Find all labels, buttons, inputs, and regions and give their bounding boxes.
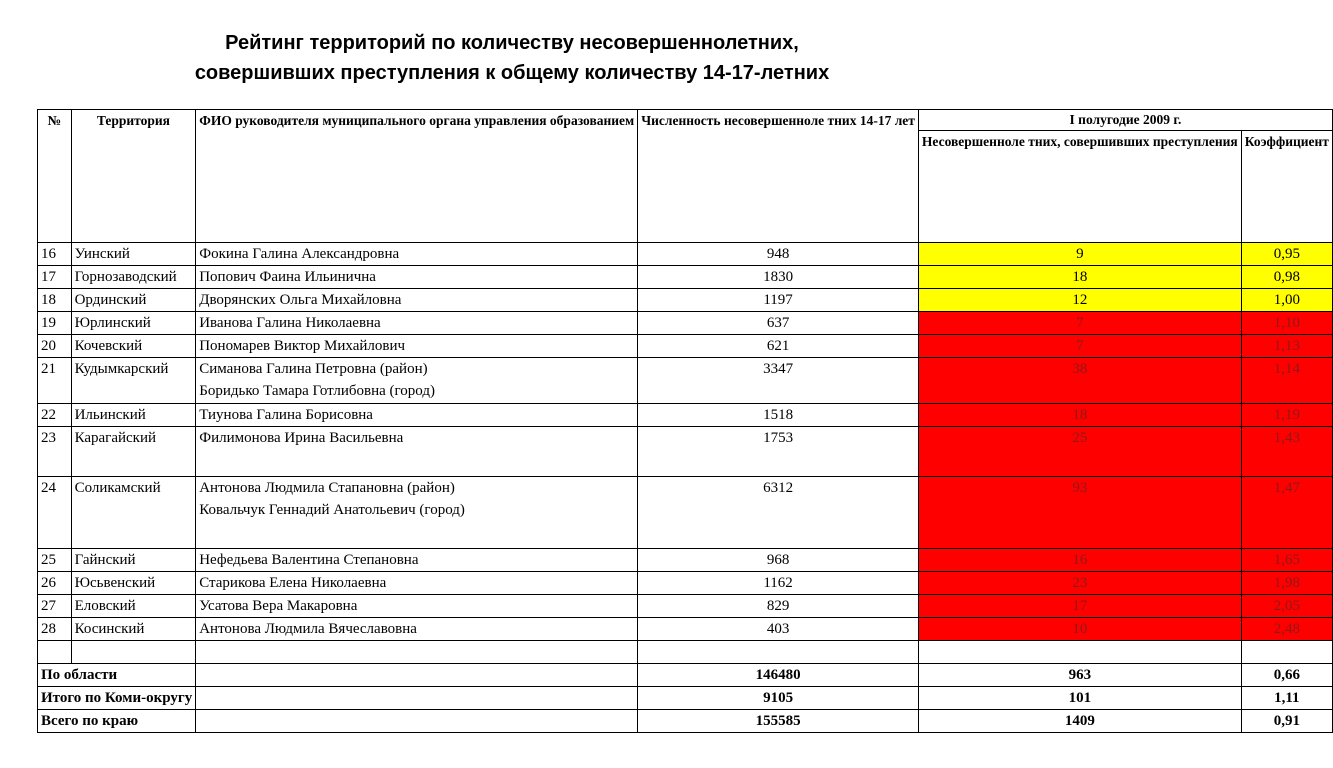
row-population: 829 xyxy=(638,595,919,618)
table-row xyxy=(38,477,1333,549)
row-coef: 1,98 xyxy=(1241,572,1332,595)
row-head-name xyxy=(196,358,638,404)
row-coef: 1,00 xyxy=(1241,289,1332,312)
row-coef: 0,95 xyxy=(1241,243,1332,266)
row-population: 1830 xyxy=(638,266,919,289)
totals-coef: 0,66 xyxy=(1241,664,1332,687)
head-name-line: Старикова Елена Николаевна xyxy=(199,575,387,591)
header-period: I полугодие 2009 г. xyxy=(918,110,1332,131)
empty-cell xyxy=(196,664,638,687)
row-crimes: 16 xyxy=(918,549,1241,572)
totals-row xyxy=(38,687,1333,710)
row-head-name xyxy=(196,427,638,477)
totals-row xyxy=(38,710,1333,733)
row-num: 21 xyxy=(38,358,72,404)
totals-row xyxy=(38,664,1333,687)
row-num: 19 xyxy=(38,312,72,335)
row-coef: 2,05 xyxy=(1241,595,1332,618)
totals-label: Всего по краю xyxy=(38,710,196,733)
totals-label: Итого по Коми-округу xyxy=(38,687,196,710)
row-num: 16 xyxy=(38,243,72,266)
head-name-line: Усатова Вера Макаровна xyxy=(199,598,358,614)
row-coef: 1,14 xyxy=(1241,358,1332,404)
row-population: 948 xyxy=(638,243,919,266)
row-territory: Еловский xyxy=(71,595,196,618)
totals-crimes: 101 xyxy=(918,687,1241,710)
totals-population: 9105 xyxy=(638,687,919,710)
row-crimes: 12 xyxy=(918,289,1241,312)
row-territory: Соликамский xyxy=(71,477,196,549)
row-crimes: 38 xyxy=(918,358,1241,404)
row-territory: Кочевский xyxy=(71,335,196,358)
empty-cell xyxy=(1241,641,1332,664)
row-crimes: 7 xyxy=(918,335,1241,358)
row-coef: 1,13 xyxy=(1241,335,1332,358)
rating-table xyxy=(37,109,1333,733)
header-crimes: Несовершенноле тних, совершивших преступления xyxy=(918,131,1241,243)
row-num: 24 xyxy=(38,477,72,549)
row-coef: 1,65 xyxy=(1241,549,1332,572)
row-population: 3347 xyxy=(638,358,919,404)
row-population: 1197 xyxy=(638,289,919,312)
row-population: 6312 xyxy=(638,477,919,549)
totals-crimes: 963 xyxy=(918,664,1241,687)
row-head-name xyxy=(196,404,638,427)
row-population: 403 xyxy=(638,618,919,641)
row-crimes: 9 xyxy=(918,243,1241,266)
row-territory: Косинский xyxy=(71,618,196,641)
row-head-name xyxy=(196,266,638,289)
empty-cell xyxy=(38,641,72,664)
head-name-line: Боридько Тамара Готлибовна (город) xyxy=(199,383,435,399)
row-num: 20 xyxy=(38,335,72,358)
head-name-line: Нефедьева Валентина Степановна xyxy=(199,552,419,568)
totals-coef: 0,91 xyxy=(1241,710,1332,733)
row-num: 22 xyxy=(38,404,72,427)
totals-population: 155585 xyxy=(638,710,919,733)
row-population: 1753 xyxy=(638,427,919,477)
table-row xyxy=(38,358,1333,404)
row-territory: Карагайский xyxy=(71,427,196,477)
row-num: 27 xyxy=(38,595,72,618)
head-name-line: Тиунова Галина Борисовна xyxy=(199,407,373,423)
title-line-1: Рейтинг территорий по количеству несовершеннолетних, xyxy=(225,32,799,54)
page-title xyxy=(0,28,1024,88)
empty-cell xyxy=(196,710,638,733)
row-crimes: 93 xyxy=(918,477,1241,549)
row-territory: Уинский xyxy=(71,243,196,266)
row-crimes: 7 xyxy=(918,312,1241,335)
table-row xyxy=(38,427,1333,477)
totals-crimes: 1409 xyxy=(918,710,1241,733)
row-head-name xyxy=(196,549,638,572)
table-row xyxy=(38,312,1333,335)
head-name-line: Антонова Людмила Вячеславовна xyxy=(199,621,417,637)
table-row xyxy=(38,549,1333,572)
row-num: 17 xyxy=(38,266,72,289)
table-row xyxy=(38,618,1333,641)
head-name-line: Антонова Людмила Стапановна (район) xyxy=(199,480,455,496)
row-head-name xyxy=(196,477,638,549)
row-coef: 1,43 xyxy=(1241,427,1332,477)
row-coef: 0,98 xyxy=(1241,266,1332,289)
row-crimes: 18 xyxy=(918,404,1241,427)
head-name-line: Филимонова Ирина Васильевна xyxy=(199,430,404,446)
row-population: 1518 xyxy=(638,404,919,427)
row-num: 18 xyxy=(38,289,72,312)
head-name-line: Пономарев Виктор Михайлович xyxy=(199,338,406,354)
totals-coef: 1,11 xyxy=(1241,687,1332,710)
header-row-1 xyxy=(38,110,1333,131)
title-line-2: совершивших преступления к общему количеству 14-17-летних xyxy=(194,62,830,84)
row-head-name xyxy=(196,572,638,595)
row-crimes: 18 xyxy=(918,266,1241,289)
table-row xyxy=(38,595,1333,618)
table-row xyxy=(38,572,1333,595)
row-population: 637 xyxy=(638,312,919,335)
empty-cell xyxy=(196,641,638,664)
row-num: 25 xyxy=(38,549,72,572)
totals-population: 146480 xyxy=(638,664,919,687)
row-head-name xyxy=(196,335,638,358)
row-population: 968 xyxy=(638,549,919,572)
head-name-line: Дворянских Ольга Михайловна xyxy=(199,292,402,308)
head-name-line: Симанова Галина Петровна (район) xyxy=(199,361,428,377)
row-num: 23 xyxy=(38,427,72,477)
row-territory: Юрлинский xyxy=(71,312,196,335)
empty-cell xyxy=(918,641,1241,664)
header-coef: Коэффициент xyxy=(1241,131,1332,243)
head-name-line: Ковальчук Геннадий Анатольевич (город) xyxy=(199,502,465,518)
row-head-name xyxy=(196,312,638,335)
header-num: № xyxy=(38,110,72,243)
row-territory: Горнозаводский xyxy=(71,266,196,289)
head-name-line: Иванова Галина Николаевна xyxy=(199,315,381,331)
head-name-line: Попович Фаина Ильинична xyxy=(199,269,376,285)
head-name-line: Фокина Галина Александровна xyxy=(199,246,400,262)
table-row xyxy=(38,266,1333,289)
row-territory: Юсьвенский xyxy=(71,572,196,595)
table-row xyxy=(38,243,1333,266)
row-head-name xyxy=(196,618,638,641)
spacer-row xyxy=(38,641,1333,664)
empty-cell xyxy=(638,641,919,664)
empty-cell xyxy=(196,687,638,710)
row-coef: 1,19 xyxy=(1241,404,1332,427)
row-territory: Гайнский xyxy=(71,549,196,572)
empty-cell xyxy=(71,641,196,664)
row-crimes: 23 xyxy=(918,572,1241,595)
row-crimes: 10 xyxy=(918,618,1241,641)
row-head-name xyxy=(196,595,638,618)
row-num: 26 xyxy=(38,572,72,595)
row-coef: 1,10 xyxy=(1241,312,1332,335)
row-territory: Ординский xyxy=(71,289,196,312)
row-crimes: 25 xyxy=(918,427,1241,477)
row-num: 28 xyxy=(38,618,72,641)
row-crimes: 17 xyxy=(918,595,1241,618)
totals-label: По области xyxy=(38,664,196,687)
row-population: 1162 xyxy=(638,572,919,595)
table-row xyxy=(38,335,1333,358)
header-head-name: ФИО руководителя муниципального органа управления образованием xyxy=(196,110,638,243)
row-population: 621 xyxy=(638,335,919,358)
row-coef: 2,48 xyxy=(1241,618,1332,641)
header-territory: Территория xyxy=(71,110,196,243)
row-coef: 1,47 xyxy=(1241,477,1332,549)
table-row xyxy=(38,404,1333,427)
header-population: Численность несовершенноле тних 14-17 лет xyxy=(638,110,919,243)
row-head-name xyxy=(196,243,638,266)
row-territory: Ильинский xyxy=(71,404,196,427)
row-territory: Кудымкарский xyxy=(71,358,196,404)
row-head-name xyxy=(196,289,638,312)
table-row xyxy=(38,289,1333,312)
